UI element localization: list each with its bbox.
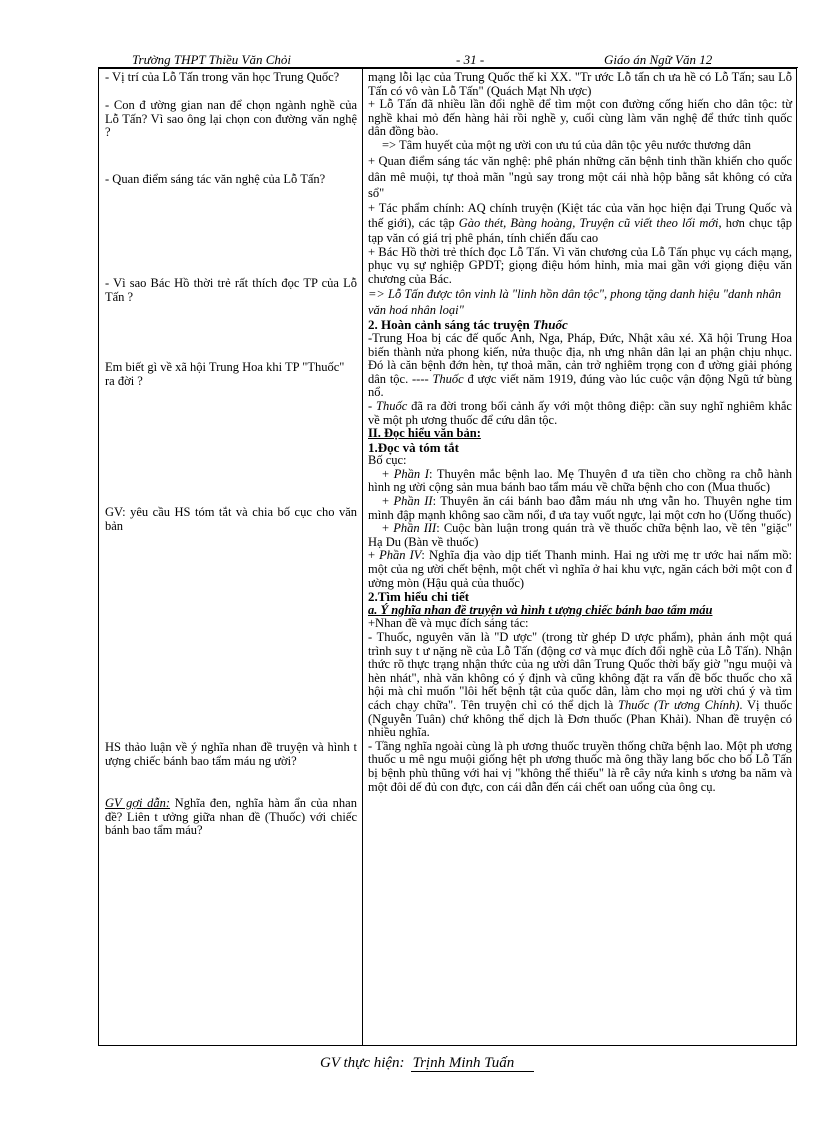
- works-text: + Tác phẩm chính: AQ chính truyện (Kiệt tác của văn học hiện đại Trung Quốc và thế giới), các tập: [368, 200, 792, 230]
- label-structure: Bố cục:: [368, 453, 407, 468]
- hint-text: Nghĩa đen, nghĩa hàm ẩn của nhan đề? Liên t ưởng giữa nhan đề (Thuốc) với chiếc bánh bao tẩm máu?: [105, 796, 357, 838]
- part-2-text: : Thuyên ăn cái bánh bao đẫm máu nh ưng vẫn ho. Thuyên nghe tim mình đập mạnh không sao cầm nổi, đ ưa tay vuốt ngực, lại một cơn ho (Uống thuốc): [368, 494, 792, 522]
- message-title: Thuốc: [376, 398, 408, 413]
- para-translation: [368, 631, 792, 740]
- page-number: - 31 -: [456, 52, 485, 67]
- hint-label: GV gợi dẫn:: [105, 796, 171, 810]
- translation-text: - Thuốc, nguyên văn là "D ược" (trong từ ghép D ược phẩm), phản ánh một quá trình suy t ư nặng nề của Lỗ Tấn (động cơ và mục đích đổi nghề của Lỗ Tấn). Nhận thức rõ thực trạng nhận thức của ng ười dân Trung Quốc thời bấy giờ "ngu muội và hèn nhát", nhà văn không có ý định và cũng không đặt ra vấn đề bốc thuốc cho xã hội mà chỉ muốn "lôi hết bệnh tật của quốc dân, làm cho mọi ng ười chú ý và tìm cách chạy chữa". Tên truyện chỉ có thể dịch là: [368, 630, 792, 712]
- task-summary: GV: yêu cầu HS tóm tắt và chia bố cục cho văn bản: [105, 505, 357, 533]
- para-viewpoint: + Quan điểm sáng tác văn nghệ: phê phán những căn bệnh tinh thần khiến cho quốc dân mê muội, tự thoả mãn "ngủ say trong một cái nhà hộp bằng sắt không có cửa sổ": [368, 153, 792, 200]
- part-3: + Phần III: Cuộc bàn luận trong quán trà về thuốc chữa bệnh lao, về tên "giặc" Hạ Du (Bàn về thuốc): [368, 521, 793, 549]
- para-works: [368, 201, 792, 246]
- heading-context: [368, 318, 792, 332]
- heading-title-meaning: a. Ý nghĩa nhan đề truyện và hình t ượng chiếc bánh bao tẩm máu: [368, 602, 713, 617]
- works-text-end: , hơn chục tập tạp văn có giá trị phê phán, tính chiến đấu cao: [368, 215, 792, 245]
- message-dash: -: [368, 398, 377, 413]
- para-uncle-ho: + Bác Hồ thời trẻ thích đọc Lỗ Tấn. Vì văn chương của Lỗ Tấn phục vụ cách mạng, phục vụ sự nghiệp GPDT; giọng điệu hóm hỉnh, mỉa mai gần với giọng điệu văn chương của Bác.: [368, 244, 792, 286]
- para-lu-xun-position: mạng lỗi lạc của Trung Quốc thế kỉ XX. "Tr ước Lỗ tấn ch ưa hề có Lỗ Tấn; sau Lỗ Tấn có vô vàn Lỗ Tấn" (Quách Mạt Nh ược): [368, 70, 792, 98]
- translation-title: Thuốc (Tr ương Chính): [618, 697, 740, 712]
- heading-summary: 1.Đọc và tóm tắt: [368, 439, 459, 455]
- message-text: đã ra đời trong bối cảnh ấy với một thông điệp: cần suy nghĩ nghiêm khắc về một ph ương thuốc để cứu dân tộc.: [368, 398, 792, 427]
- heading-reading: II. Đọc hiểu văn bản:: [368, 426, 481, 441]
- teacher-label: GV thực hiện:: [320, 1055, 405, 1071]
- teacher-name: Trịnh Minh Tuấn: [411, 1055, 535, 1072]
- works-titles: Gào thét, Bàng hoàng, Truyện cũ viết theo lối mới: [458, 215, 719, 230]
- content-column: [368, 71, 792, 794]
- question-viewpoint: - Quan điểm sáng tác văn nghệ của Lỗ Tấn?: [105, 172, 326, 186]
- question-career: - Con đ ường gian nan để chọn ngành nghề của Lỗ Tấn? Vì sao ông lại chọn con đường văn nghệ ?: [105, 98, 357, 140]
- teacher-hint: [105, 797, 357, 838]
- part-4-text: : Nghĩa địa vào dịp tiết Thanh minh. Hai ng ười mẹ tr ước hai nấm mồ: một của ng ười chết bệnh, một chết vì nghĩa ở hai khu vực, ngăn cách bởi một con đ ường mòn (Hậu quả của thuốc): [368, 548, 792, 590]
- page-header: [98, 50, 798, 68]
- heading-context-text: 2. Hoàn cảnh sáng tác truyện: [368, 317, 534, 333]
- para-outer-meaning: - Tầng nghĩa ngoài cùng là ph ương thuốc truyền thống chữa bệnh lao. Một ph ương thuốc u mê ngu muội giống hệt ph ương thuốc mà ông thầy lang bốc cho bố Lỗ Tấn bị bệnh phù thũng với hai vị "không thể thiếu" là rễ cây nứa kinh s ương ba năm và một đôi dế đủ con đực, con cái dẫn đến cái chết oan uổng của ông cụ.: [368, 738, 792, 794]
- subject-name: Giáo án Ngữ Văn 12: [604, 52, 713, 67]
- part-3-text: : Cuộc bàn luận trong quán trà về thuốc chữa bệnh lao, về tên "giặc" Hạ Du (Bàn về thuốc): [368, 521, 793, 549]
- part-3-label: Phần III: [393, 521, 437, 536]
- part-4: + Phần IV: Nghĩa địa vào dịp tiết Thanh minh. Hai ng ười mẹ tr ước hai nấm mồ: một của ng ười chết bệnh, một chết vì nghĩa ở hai khu vực, ngăn cách bởi một con đ ường mòn (Hậu quả của thuốc): [368, 548, 792, 590]
- part-2-label: Phần II: [393, 494, 433, 509]
- society-text: -Trung Hoa bị các đế quốc Anh, Nga, Pháp, Đức, Nhật xâu xé. Xã hội Trung Hoa biến thành nửa phong kiến, nửa thuộc địa, nh ưng nhân dân lại an phận chịu nhục. Đó là căn bệnh đớn hèn, tự thoả mãn, cản trở nghiêm trọng con đ ường giải phóng dân tộc. ----: [368, 330, 792, 386]
- para-dedication: => Tâm huyết của một ng ười con ưu tú của dân tộc yêu nước thương dân: [382, 137, 752, 152]
- para-career: + Lỗ Tấn đã nhiều lần đổi nghề để tìm một con đường cống hiến cho dân tộc: từ nghề khai mỏ đến hàng hải rồi nghề y, cuối cùng làm văn nghệ để thức tỉnh quốc dân đồng bào.: [368, 97, 792, 139]
- lesson-table: [98, 68, 797, 1046]
- part-1-text: : Thuyên mắc bệnh lao. Mẹ Thuyên đ ưa tiền cho chồng ra chỗ hành hình ng ười cộng sản mua bánh bao tẩm máu về chữa bệnh cho con (Mua thuốc): [368, 466, 792, 495]
- part-2: + Phần II: Thuyên ăn cái bánh bao đẫm máu nh ưng vẫn ho. Thuyên nghe tim mình đập mạnh không sao cầm nổi, đ ưa tay vuốt ngực, lại một cơn ho (Uống thuốc): [368, 494, 792, 522]
- question-uncle-ho: - Vì sao Bác Hồ thời trẻ rất thích đọc TP của Lỗ Tấn ?: [105, 276, 357, 304]
- part-1-label: Phần I: [393, 466, 429, 481]
- heading-details: 2.Tìm hiểu chi tiết: [368, 589, 470, 605]
- part-1: + Phần I: Thuyên mắc bệnh lao. Mẹ Thuyên đ ưa tiền cho chồng ra chỗ hành hình ng ười cộng sản mua bánh bao tẩm máu về chữa bệnh cho con (Mua thuốc): [368, 466, 792, 495]
- translation-text-end: . Vị thuốc (Nguyễn Tuân) chứ không thể dịch là Đơn thuốc (Phan Khải). Nhan đề truyện có nhiều nghĩa.: [368, 697, 792, 740]
- para-society: [368, 332, 792, 400]
- question-society: Em biết gì về xã hội Trung Hoa khi TP "Thuốc" ra đời ?: [105, 360, 345, 388]
- school-name: Trường THPT Thiều Văn Chỏi: [132, 52, 291, 67]
- para-honor: => Lỗ Tấn được tôn vinh là "linh hồn dân tộc", phong tặng danh hiệu "danh nhân văn hoá nhân loại": [368, 287, 782, 318]
- part-4-label: Phần IV: [379, 548, 422, 563]
- column-divider: [362, 69, 363, 1045]
- question-position: - Vị trí của Lỗ Tấn trong văn học Trung Quốc?: [105, 70, 340, 84]
- para-title-purpose: +Nhan đề và mục đích sáng tác:: [368, 616, 529, 631]
- discussion-title: HS thảo luận về ý nghĩa nhan đề truyện và hình t ượng chiếc bánh bao tẩm máu ng ười?: [105, 740, 357, 768]
- page-footer: [320, 1055, 534, 1072]
- heading-context-title: Thuốc: [533, 317, 568, 333]
- para-message: [368, 400, 792, 427]
- society-text-end: đ ược viết năm 1919, đúng vào lúc cuộc vận động Ngũ tứ bùng nổ.: [368, 371, 792, 400]
- society-title: Thuốc: [432, 371, 464, 386]
